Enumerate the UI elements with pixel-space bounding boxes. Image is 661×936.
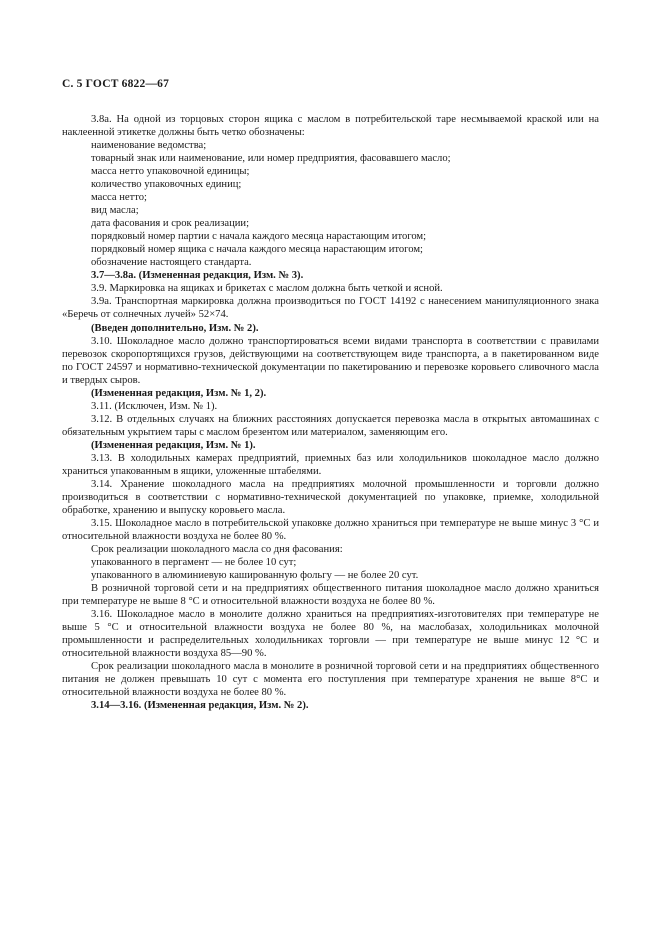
- list-item: товарный знак или наименование, или номер предприятия, фасовавшего масло;: [91, 153, 451, 165]
- amendment-note: (Измененная редакция, Изм. № 1, 2).: [91, 387, 267, 399]
- list-item: упакованного в пергамент — не более 10 сут;: [91, 557, 297, 569]
- paragraph: Срок реализации шоколадного масла в монолите в розничной торговой сети и на предприятиях общественного питания не должен превышать 10 сут с момента его поступления при температуре хранения не выше 8°С и относительной влажности воздуха не более 80 %.: [62, 661, 599, 699]
- list-item: количество упаковочных единиц;: [91, 179, 242, 191]
- amendment-note: (Измененная редакция, Изм. № 1).: [91, 439, 256, 451]
- paragraph: 3.12. В отдельных случаях на ближних расстояниях допускается перевозка масла в открытых автомашинах с обязательным укрытием тары с маслом брезентом или материалом, заменяющим его.: [62, 413, 599, 438]
- list-item: обозначение настоящего стандарта.: [91, 257, 252, 269]
- paragraph: 3.9а. Транспортная маркировка должна производиться по ГОСТ 14192 с нанесением манипуляционного знака «Беречь от солнечных лучей» 52×74.: [62, 296, 599, 321]
- paragraph: В розничной торговой сети и на предприятиях общественного питания шоколадное масло должно храниться при температуре не выше 8 °С и относительной влажности воздуха не более 80 %.: [62, 583, 599, 608]
- paragraph: 3.13. В холодильных камерах предприятий, приемных баз или холодильников шоколадное масло должно храниться упакованным в ящики, уложенные штабелями.: [62, 452, 599, 477]
- paragraph: 3.14. Хранение шоколадного масла на предприятиях молочной промышленности и торговли должно производиться в соответствии с нормативно-технической документацией по упаковке, приемке, холодильной обработке, хранению и выпуску коровьего масла.: [62, 478, 599, 516]
- list-item: наименование ведомства;: [91, 140, 207, 152]
- paragraph: 3.9. Маркировка на ящиках и брикетах с маслом должна быть четкой и ясной.: [91, 283, 443, 295]
- document-body: [62, 113, 599, 712]
- amendment-note: (Введен дополнительно, Изм. № 2).: [91, 322, 259, 334]
- list-item: масса нетто;: [91, 192, 147, 204]
- paragraph: 3.8а. На одной из торцовых сторон ящика с маслом в потребительской таре несмываемой краской или на наклеенной этикетке должны быть четко обозначены:: [62, 114, 599, 139]
- list-item: порядковый номер ящика с начала каждого месяца нарастающим итогом;: [91, 244, 423, 256]
- paragraph: 3.15. Шоколадное масло в потребительской упаковке должно храниться при температуре не выше минус 3 °С и относительной влажности воздуха не более 80 %.: [62, 517, 599, 542]
- list-item: масса нетто упаковочной единицы;: [91, 166, 250, 178]
- paragraph: 3.10. Шоколадное масло должно транспортироваться всеми видами транспорта в соответствии с правилами перевозок скоропортящихся грузов, действующими на соответствующем виде транспорта, а в пакетированном виде по ГОСТ 24597 и нормативно-технической документации по пакетированию и перевозке коровьего сливочного масла и твердых сыров.: [62, 335, 599, 386]
- list-item: порядковый номер партии с начала каждого месяца нарастающим итогом;: [91, 231, 427, 243]
- list-item: упакованного в алюминиевую кашированную фольгу — не более 20 сут.: [91, 570, 419, 582]
- list-item: дата фасования и срок реализации;: [91, 218, 250, 230]
- paragraph: Срок реализации шоколадного масла со дня фасования:: [91, 544, 343, 556]
- paragraph: 3.11. (Исключен, Изм. № 1).: [91, 400, 218, 412]
- amendment-note: 3.14—3.16. (Измененная редакция, Изм. № 2).: [91, 700, 309, 712]
- amendment-note: 3.7—3.8а. (Измененная редакция, Изм. № 3).: [91, 270, 304, 282]
- page-header: С. 5 ГОСТ 6822—67: [62, 78, 170, 90]
- paragraph: 3.16. Шоколадное масло в монолите должно храниться на предприятиях-изготовителях при температуре не выше 5 °С и относительной влажности воздуха не более 80 %, на маслобазах, холодильниках молочной промышленности и распределительных холодильниках торговли — при температуре не выше минус 12 °С и относительной влажности воздуха 85—90 %.: [62, 609, 599, 660]
- list-item: вид масла;: [91, 205, 139, 217]
